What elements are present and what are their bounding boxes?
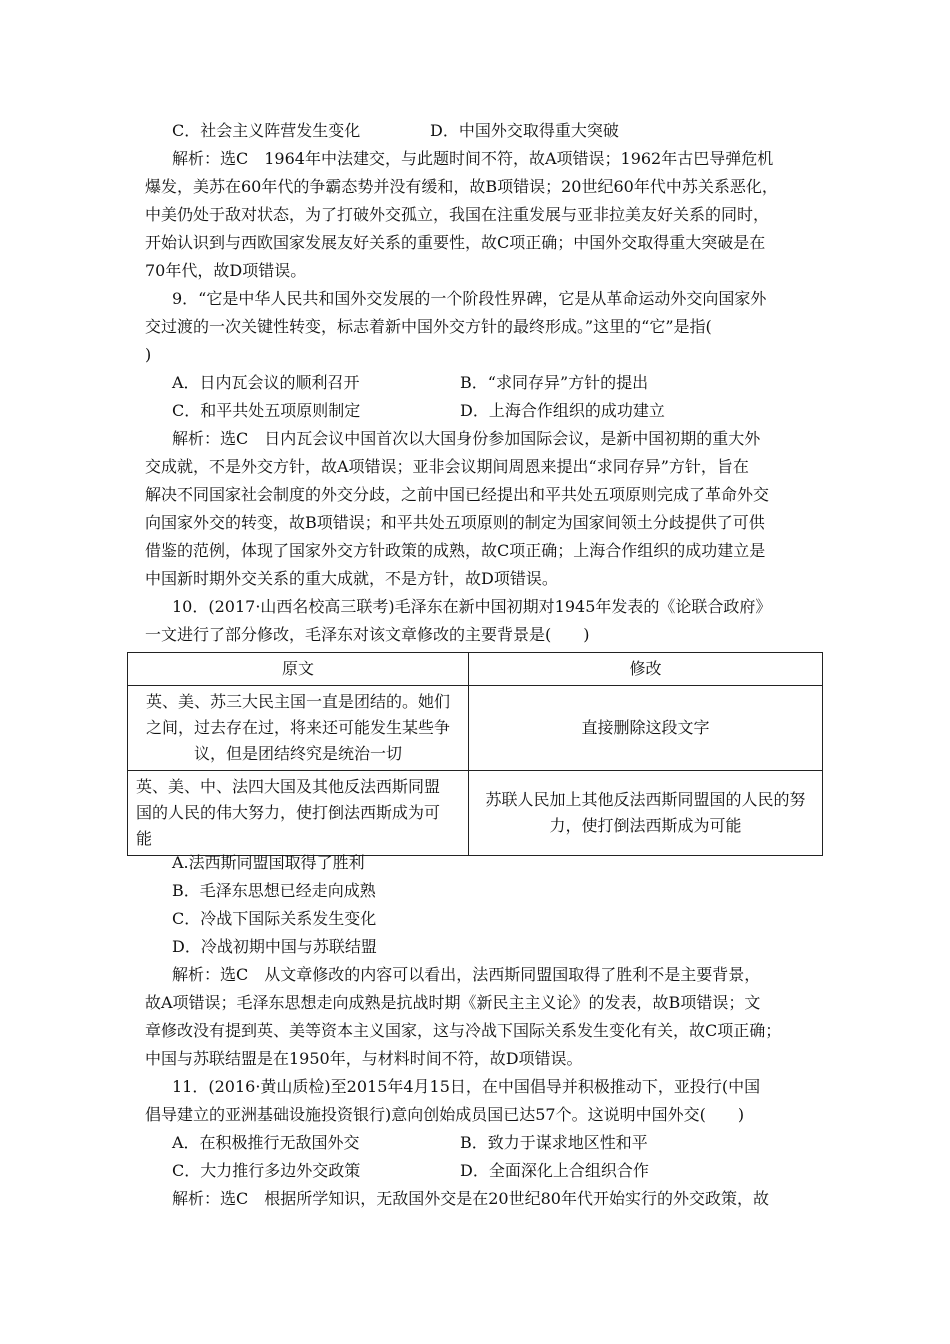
- q9-option-a: A．日内瓦会议的顺利召开: [172, 373, 360, 392]
- table-cell-revised: [469, 686, 823, 771]
- table-cell-original: [128, 771, 469, 856]
- q8-analysis-line: 开始认识到与西欧国家发展友好关系的重要性，故C项正确；中国外交取得重大突破是在: [145, 233, 766, 252]
- q9-analysis-line: 解析：选C 日内瓦会议中国首次以大国身份参加国际会议，是新中国初期的重大外: [172, 429, 761, 448]
- q9-option-c: C．和平共处五项原则制定: [172, 401, 361, 420]
- q10-option-d: D．冷战初期中国与苏联结盟: [172, 937, 377, 956]
- q10-stem-line: 10．(2017·山西名校高三联考)毛泽东在新中国初期对1945年发表的《论联合政府》: [172, 597, 772, 616]
- q8-option-c: C．社会主义阵营发生变化: [172, 121, 361, 140]
- q9-analysis-line: 借鉴的范例，体现了国家外交方针政策的成熟，故C项正确；上海合作组织的成功建立是: [145, 541, 766, 560]
- q10-analysis-line: 中国与苏联结盟是在1950年，与材料时间不符，故D项错误。: [145, 1049, 583, 1068]
- cell-line: 英、美、中、法四大国及其他反法西斯同盟: [136, 777, 441, 796]
- q10-analysis-line: 解析：选C 从文章修改的内容可以看出，法西斯同盟国取得了胜利不是主要背景，: [172, 965, 761, 984]
- q10-option-a: A.法西斯同盟国取得了胜利: [172, 853, 365, 872]
- q10-option-c: C．冷战下国际关系发生变化: [172, 909, 377, 928]
- q11-stem-line: 11．(2016·黄山质检)至2015年4月15日，在中国倡导并积极推动下，亚投行(中国: [172, 1077, 761, 1096]
- q9-stem-line: 9．“它是中华人民共和国外交发展的一个阶段性界碑，它是从革命运动外交向国家外: [172, 289, 767, 308]
- q8-analysis-line: 爆发，美苏在60年代的争霸态势并没有缓和，故B项错误；20世纪60年代中苏关系恶化，: [145, 177, 778, 196]
- cell-line: 国的人民的伟大努力，使打倒法西斯成为可: [136, 803, 441, 822]
- q9-option-b: B．“求同存异”方针的提出: [460, 373, 649, 392]
- q9-analysis-line: 交成就，不是外交方针，故A项错误；亚非会议期间周恩来提出“求同存异”方针，旨在: [145, 457, 749, 476]
- q9-stem-line: 交过渡的一次关键性转变，标志着新中国外交方针的最终形成。”这里的“它”是指(: [145, 317, 712, 336]
- cell-line: 英、美、苏三大民主国一直是团结的。她们: [145, 692, 450, 711]
- q11-stem-line: 倡导建立的亚洲基础设施投资银行)意向创始成员国已达57个。这说明中国外交( ): [145, 1105, 745, 1124]
- q8-analysis-line: 中美仍处于敌对状态，为了打破外交孤立，我国在注重发展与亚非拉美友好关系的同时，: [145, 205, 770, 224]
- q9-analysis-line: 中国新时期外交关系的重大成就，不是方针，故D项错误。: [145, 569, 558, 588]
- q10-analysis-line: 故A项错误；毛泽东思想走向成熟是抗战时期《新民主主义论》的发表，故B项错误；文: [145, 993, 761, 1012]
- q8-analysis-line: 解析：选C 1964年中法建交，与此题时间不符，故A项错误；1962年古巴导弹危机: [172, 149, 774, 168]
- q11-analysis-line: 解析：选C 根据所学知识，无敌国外交是在20世纪80年代开始实行的外交政策，故: [172, 1189, 769, 1208]
- q8-option-d: D．中国外交取得重大突破: [430, 121, 619, 140]
- q10-option-b: B．毛泽东思想已经走向成熟: [172, 881, 376, 900]
- q11-option-a: A．在积极推行无敌国外交: [172, 1133, 360, 1152]
- q10-analysis-line: 章修改没有提到英、美等资本主义国家，这与冷战下国际关系发生变化有关，故C项正确；: [145, 1021, 782, 1040]
- q9-stem-line: ): [145, 345, 152, 364]
- q11-option-c: C．大力推行多边外交政策: [172, 1161, 361, 1180]
- q10-stem-line: 一文进行了部分修改，毛泽东对该文章修改的主要背景是( ): [145, 625, 590, 644]
- cell-line: 议，但是团结终究是统治一切: [193, 744, 402, 763]
- q9-option-d: D．上海合作组织的成功建立: [460, 401, 665, 420]
- q9-analysis-line: 解决不同国家社会制度的外交分歧，之前中国已经提出和平共处五项原则完成了革命外交: [145, 485, 770, 504]
- cell-line: 直接删除这段文字: [581, 718, 710, 737]
- cell-line: 能: [136, 829, 153, 848]
- cell-line: 力，使打倒法西斯成为可能: [549, 816, 742, 835]
- q8-analysis-line: 70年代，故D项错误。: [145, 261, 307, 280]
- cell-line: 之间，过去存在过，将来还可能发生某些争: [145, 718, 450, 737]
- q11-option-b: B．致力于谋求地区性和平: [460, 1133, 648, 1152]
- q9-analysis-line: 向国家外交的转变，故B项错误；和平共处五项原则的制定为国家间领土分歧提供了可供: [145, 513, 765, 532]
- cell-line: 苏联人民加上其他反法西斯同盟国的人民的努: [485, 790, 806, 809]
- table-cell-original: [128, 686, 469, 771]
- table-header-row: [128, 653, 823, 686]
- table-row: [128, 686, 823, 771]
- table-cell-revised: [469, 771, 823, 856]
- table-header-revised: 修改: [469, 653, 823, 686]
- q11-option-d: D．全面深化上合组织合作: [460, 1161, 649, 1180]
- revision-table: [127, 652, 823, 856]
- table-row: [128, 771, 823, 856]
- table-header-original: 原文: [128, 653, 469, 686]
